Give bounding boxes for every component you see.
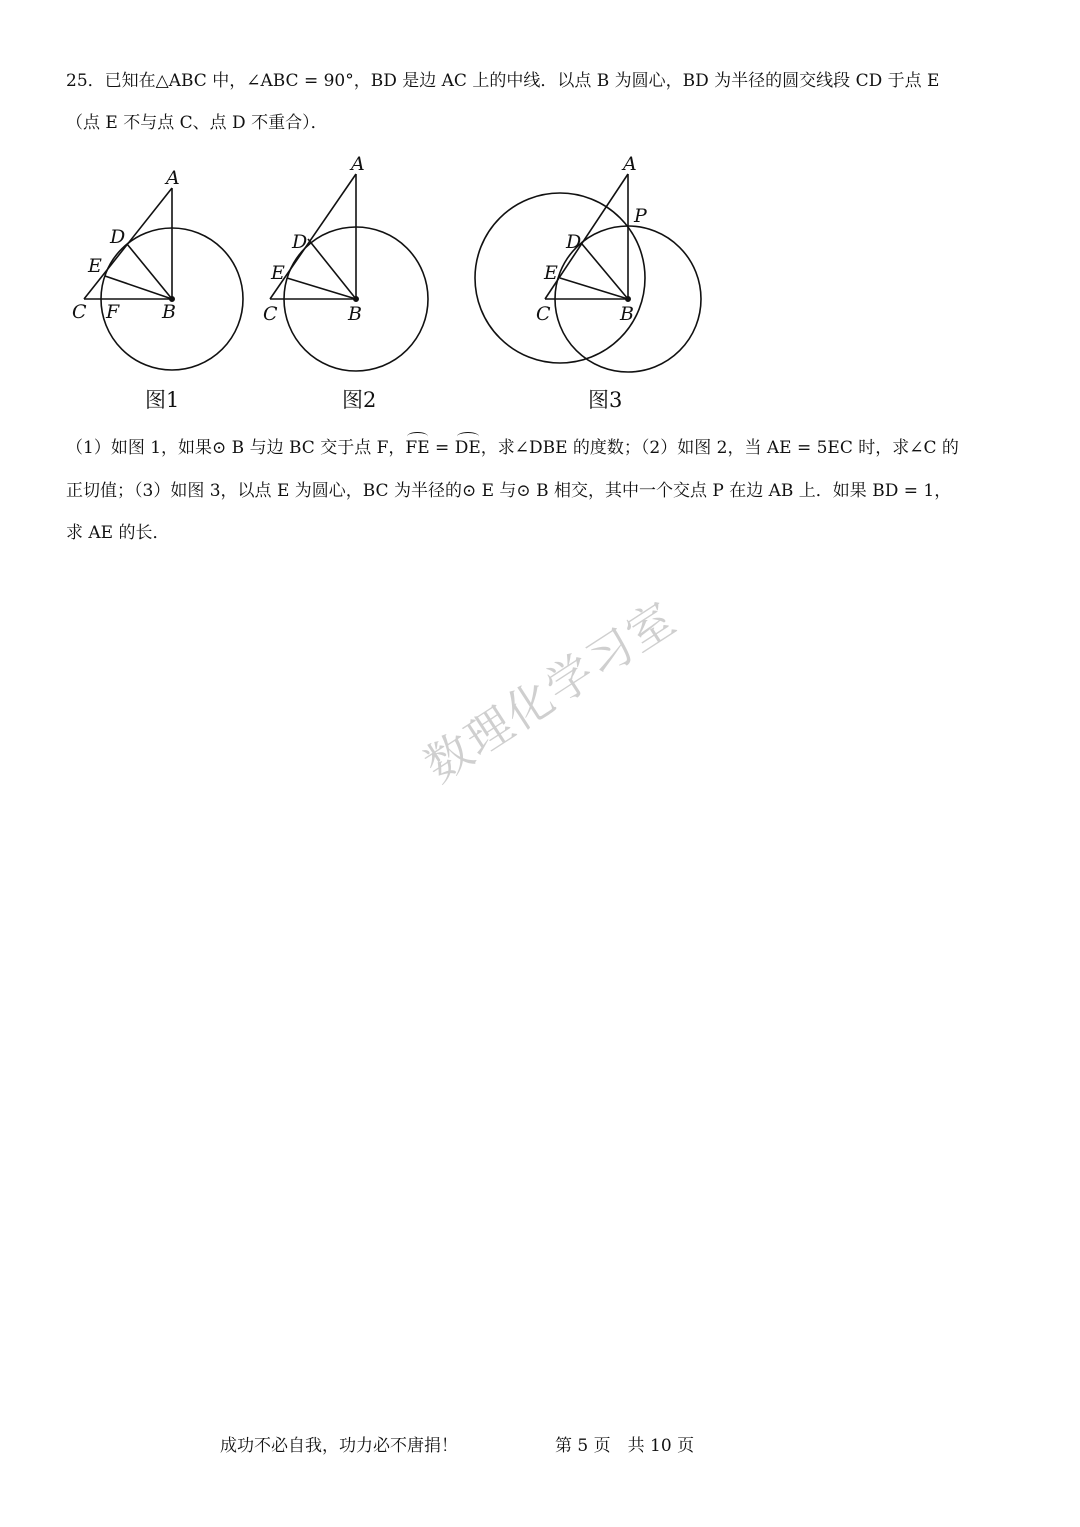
problem-line-1: 25．已知在△ABC 中，∠ABC = 90°，BD 是边 AC 上的中线．以点 B 为圆心，BD 为半径的圆交线段 CD 于点 E [66,71,940,91]
figure-3 [475,174,701,372]
label-e: E [88,255,102,277]
label-b: B [348,303,362,325]
figure-1 [84,188,243,370]
label-d: D [566,231,582,253]
label-c: C [263,303,278,325]
label-b: B [162,301,176,323]
figure-2-caption: 图2 [342,388,377,412]
label-e: E [544,262,558,284]
label-a: A [166,167,180,189]
point-b-dot [626,297,630,301]
segment-bd [582,244,628,299]
label-c: C [536,303,551,325]
segment-bd [308,239,356,299]
figures-area [0,150,1080,420]
label-b: B [620,303,634,325]
label-a: A [351,153,365,175]
label-d: D [110,226,126,248]
label-a: A [623,153,637,175]
footer-page-number: 第 5 页 共 10 页 [555,1436,695,1456]
figure-1-caption: 图1 [145,388,180,412]
label-c: C [72,301,87,323]
figure-3-labels [536,153,648,412]
figure-2 [270,174,428,371]
footer-motto: 成功不必自我，功力必不唐捐！ [220,1436,458,1456]
arc-de: DE [454,438,481,458]
point-b-dot [354,297,358,301]
label-p: P [634,205,647,227]
question-line-2: 正切值；（3）如图 3，以点 E 为圆心，BC 为半径的⊙ E 与⊙ B 相交，其中一个交点 P 在边 AB 上．如果 BD = 1， [66,481,952,501]
label-f: F [106,301,120,323]
figure-2-labels [263,153,376,412]
question-line-3: 求 AE 的长． [66,523,170,543]
label-d: D [292,231,308,253]
arc-fe: FE [405,438,430,458]
segment-be [560,278,628,299]
question-line-1 [66,437,959,459]
segment-be [287,278,356,299]
question-text-a: （1）如图 1，如果⊙ B 与边 BC 交于点 F， [66,438,406,458]
label-e: E [271,262,285,284]
watermark: 数理化学习室 [414,590,686,793]
question-text-b: ，求∠DBE 的度数；（2）如图 2，当 AE = 5EC 时，求∠C 的 [480,438,959,458]
problem-line-2: （点 E 不与点 C、点 D 不重合）． [66,113,328,133]
equals-sign: = [429,438,455,458]
figure-3-caption: 图3 [588,388,623,412]
